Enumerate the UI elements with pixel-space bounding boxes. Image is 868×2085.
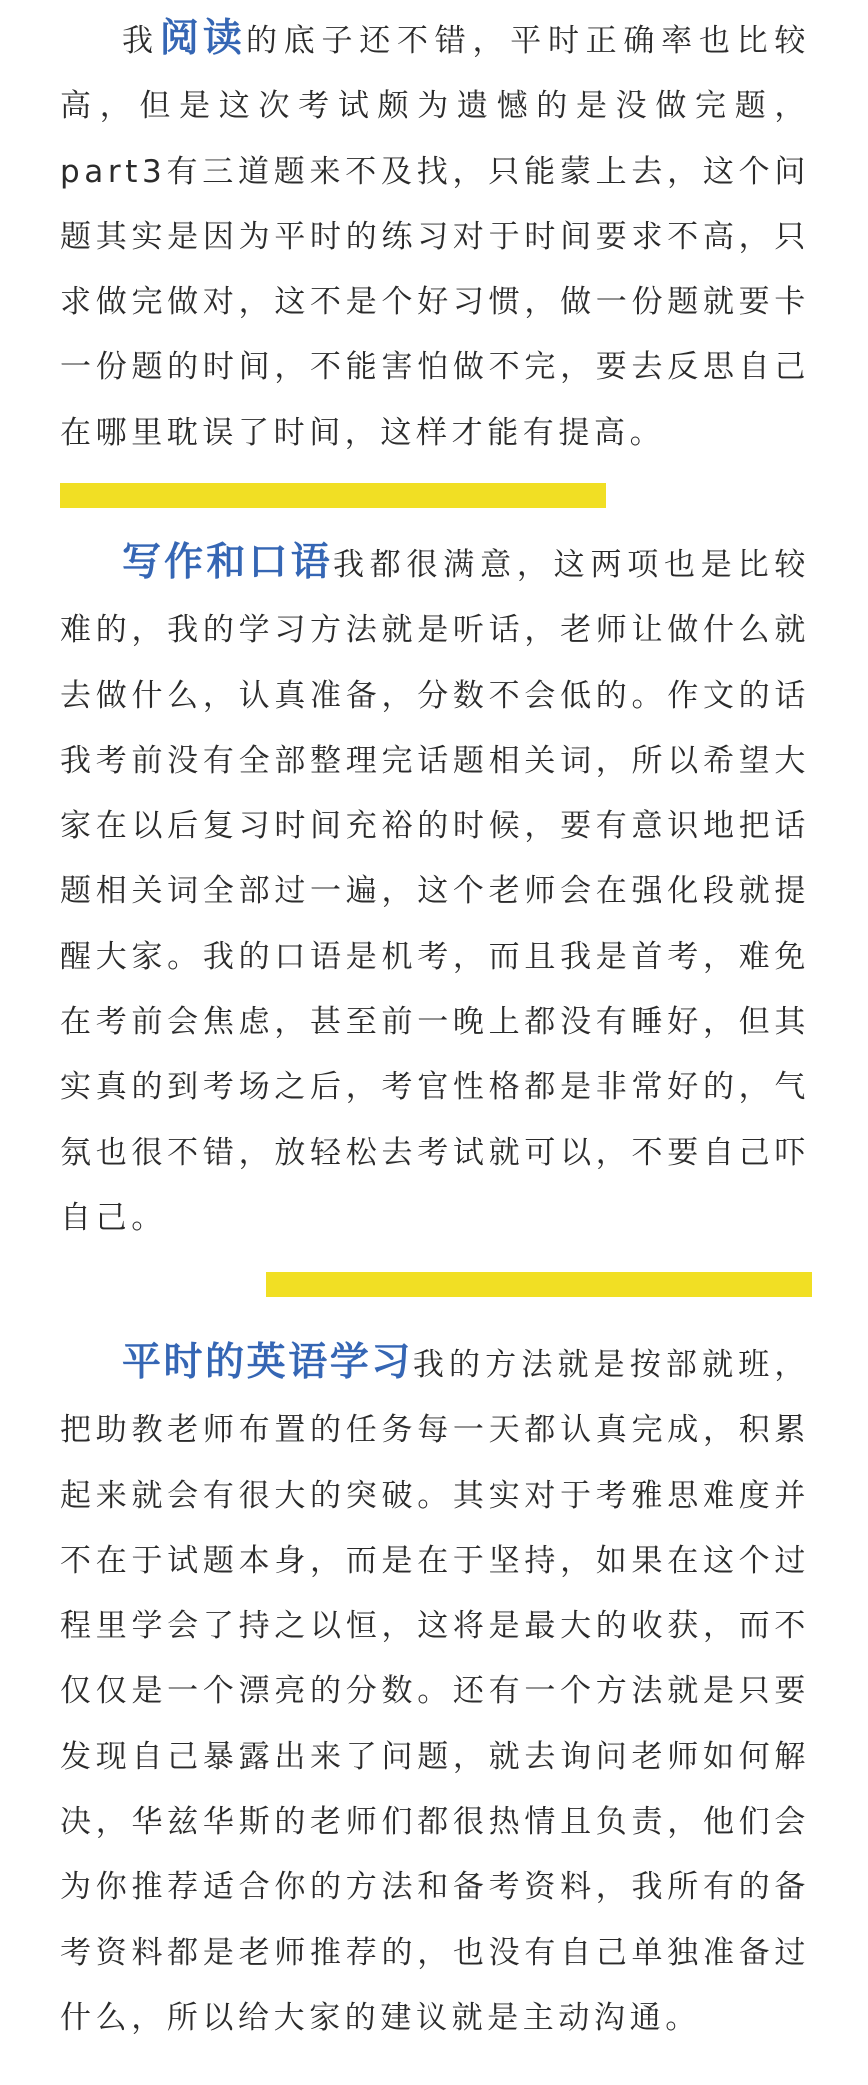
reading-paragraph bbox=[60, 6, 810, 466]
daily-study-paragraph bbox=[60, 1330, 810, 2051]
writing-speaking-paragraph bbox=[60, 530, 810, 1251]
yellow-divider-bar bbox=[266, 1272, 812, 1297]
paragraph-lead: 我 bbox=[122, 23, 160, 59]
yellow-divider-bar bbox=[60, 483, 606, 508]
writing-speaking-heading: 写作和口语 bbox=[122, 540, 333, 585]
reading-text: 的底子还不错，平时正确率也比较高，但是这次考试颇为遗憾的是没做完题，part3有三道题来不及找，只能蒙上去，这个问题其实是因为平时的练习对于时间要求不高，只求做完做对，这不是个好习惯，做一份题就要卡一份题的时间，不能害怕做不完，要去反思自己在哪里耽误了时间，这样才能有提高。 bbox=[60, 23, 810, 451]
reading-heading: 阅读 bbox=[159, 16, 247, 61]
writing-speaking-text: 我都很满意，这两项也是比较难的，我的学习方法就是听话，老师让做什么就去做什么，认真准备，分数不会低的。作文的话我考前没有全部整理完话题相关词，所以希望大家在以后复习时间充裕的时候，要有意识地把话题相关词全部过一遍，这个老师会在强化段就提醒大家。我的口语是机考，而且我是首考，难免在考前会焦虑，甚至前一晚上都没有睡好，但其实真的到考场之后，考官性格都是非常好的，气氛也很不错，放轻松去考试就可以，不要自己吓自己。 bbox=[60, 547, 810, 1236]
daily-study-heading: 平时的英语学习 bbox=[122, 1340, 413, 1385]
daily-study-text: 我的方法就是按部就班，把助教老师布置的任务每一天都认真完成，积累起来就会有很大的突破。其实对于考雅思难度并不在于试题本身，而是在于坚持，如果在这个过程里学会了持之以恒，这将是最大的收获，而不仅仅是一个漂亮的分数。还有一个方法就是只要发现自己暴露出来了问题，就去询问老师如何解决，华兹华斯的老师们都很热情且负责，他们会为你推荐适合你的方法和备考资料，我所有的备考资料都是老师推荐的，也没有自己单独准备过什么，所以给大家的建议就是主动沟通。 bbox=[60, 1347, 810, 2036]
